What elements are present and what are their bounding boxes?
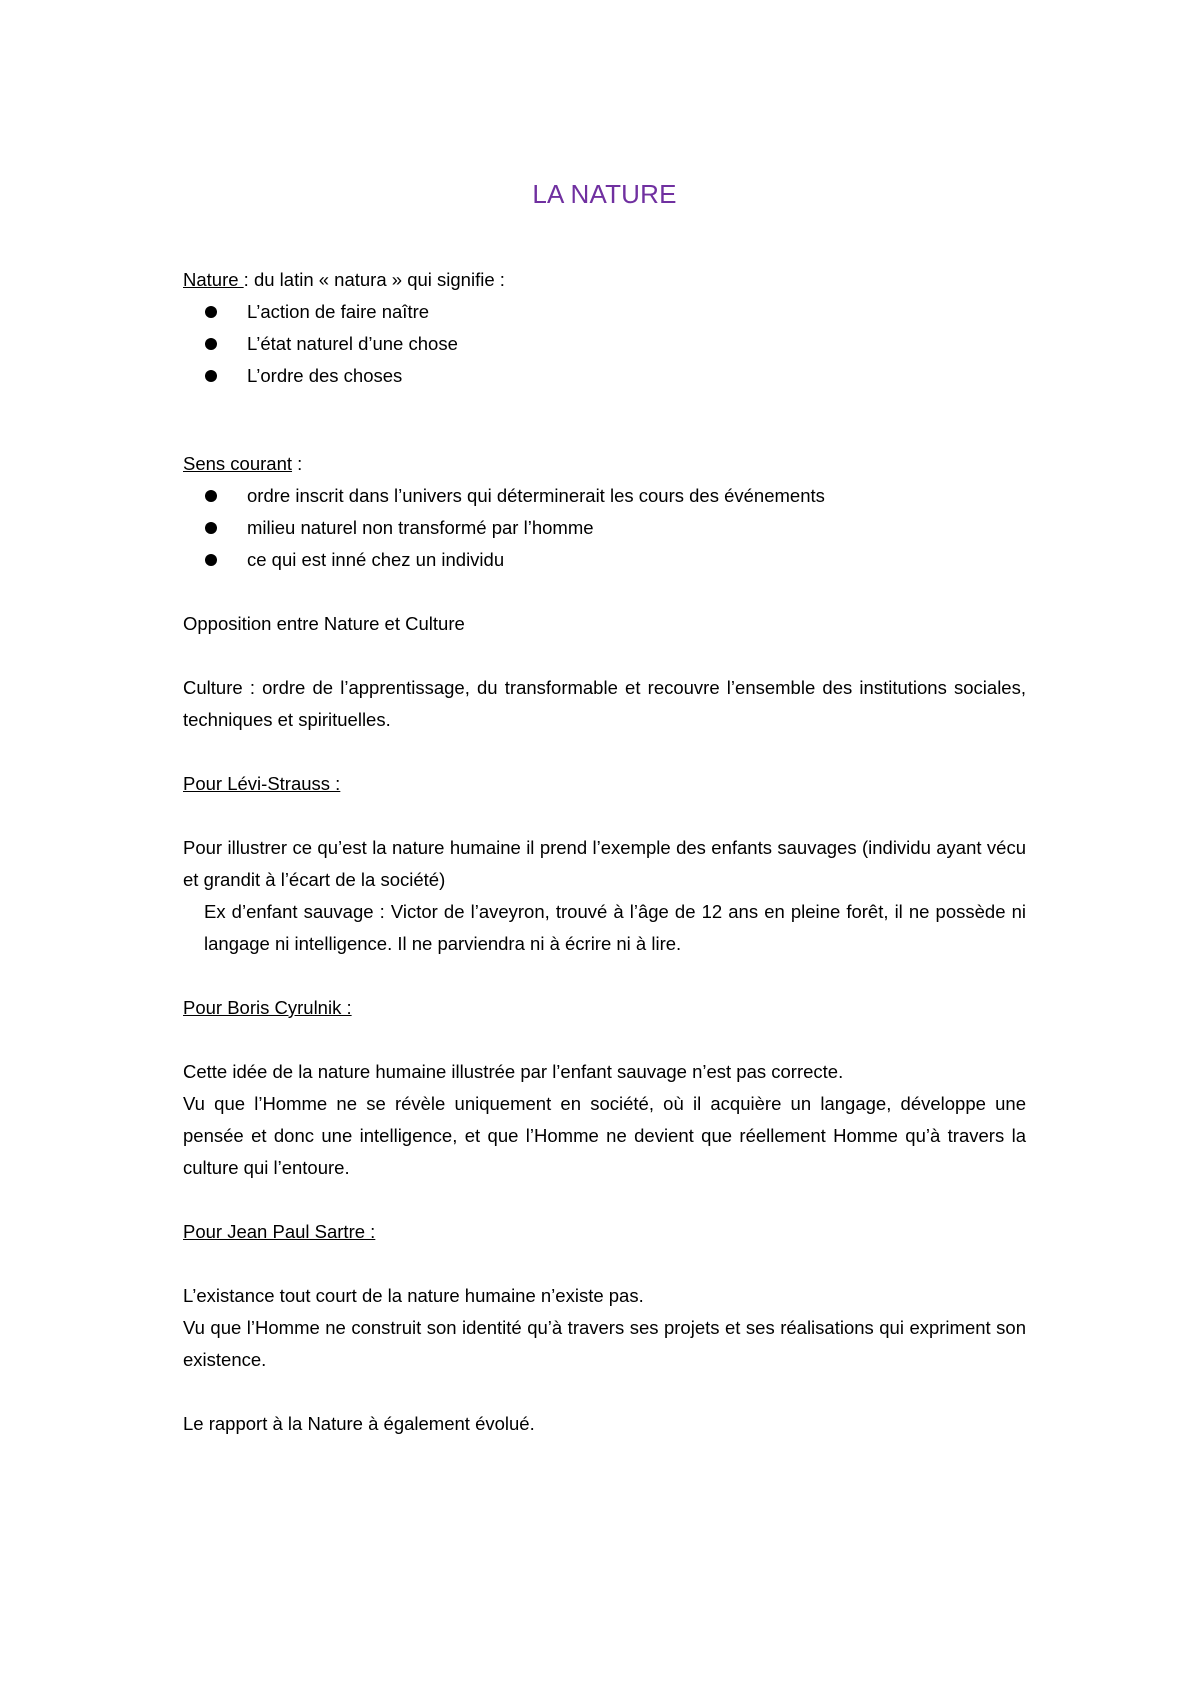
bullet-icon — [205, 338, 217, 350]
sartre-paragraph: Vu que l’Homme ne construit son identité qu’à travers ses projets et ses réalisations qui expriment son existence. — [183, 1317, 1026, 1370]
bullet-icon — [205, 554, 217, 566]
definition-line — [183, 264, 1026, 296]
definition-term: Nature — [183, 269, 244, 290]
sens-courant-text: : — [292, 453, 303, 474]
levi-strauss-example: Ex d’enfant sauvage : Victor de l’aveyron, trouvé à l’âge de 12 ans en pleine forêt, il ne possède ni langage ni intelligence. Il ne parviendra ni à écrire ni à lire. — [204, 901, 1026, 954]
sartre-heading — [183, 1216, 1026, 1248]
sens-courant-line — [183, 448, 1026, 480]
list-item — [183, 512, 825, 544]
definition-list — [183, 296, 458, 392]
bullet-icon — [205, 370, 217, 382]
page-title: LA NATURE — [532, 179, 677, 209]
cyrulnik-line-1: Cette idée de la nature humaine illustrée par l’enfant sauvage n’est pas correcte. — [183, 1061, 844, 1082]
cyrulnik-heading — [183, 992, 1026, 1024]
list-item — [183, 480, 825, 512]
list-item — [183, 328, 458, 360]
cyrulnik-heading-text: Pour Boris Cyrulnik : — [183, 997, 352, 1018]
list-item-text: L’état naturel d’une chose — [247, 333, 458, 354]
definition-text: : du latin « natura » qui signifie : — [243, 269, 505, 290]
levi-strauss-heading-text: Pour Lévi-Strauss : — [183, 773, 341, 794]
list-item — [183, 296, 458, 328]
sens-courant-list — [183, 480, 825, 576]
list-item-text: milieu naturel non transformé par l’homme — [247, 517, 594, 538]
list-item-text: ordre inscrit dans l’univers qui déterminerait les cours des événements — [247, 485, 825, 506]
levi-strauss-paragraph: Pour illustrer ce qu’est la nature humaine il prend l’exemple des enfants sauvages (individu ayant vécu et grandit à l’écart de la société) — [183, 837, 1026, 890]
bullet-icon — [205, 306, 217, 318]
list-item-text: L’action de faire naître — [247, 301, 430, 322]
cyrulnik-paragraph: Vu que l’Homme ne se révèle uniquement en société, où il acquière un langage, développe une pensée et donc une intelligence, et que l’Homme ne devient que réellement Homme qu’à travers la culture qui l’entoure. — [183, 1093, 1026, 1178]
culture-paragraph: Culture : ordre de l’apprentissage, du transformable et recouvre l’ensemble des institutions sociales, techniques et spirituelles. — [183, 677, 1026, 730]
list-item-text: L’ordre des choses — [247, 365, 403, 386]
opposition-line: Opposition entre Nature et Culture — [183, 613, 465, 634]
list-item — [183, 360, 458, 392]
sartre-heading-text: Pour Jean Paul Sartre : — [183, 1221, 376, 1242]
bullet-icon — [205, 522, 217, 534]
list-item — [183, 544, 825, 576]
sartre-line-1: L’existance tout court de la nature humaine n’existe pas. — [183, 1285, 644, 1306]
levi-strauss-heading — [183, 768, 1026, 800]
bullet-icon — [205, 490, 217, 502]
sens-courant-term: Sens courant — [183, 453, 293, 474]
list-item-text: ce qui est inné chez un individu — [247, 549, 505, 570]
conclusion-line: Le rapport à la Nature à également évolué. — [183, 1413, 535, 1434]
